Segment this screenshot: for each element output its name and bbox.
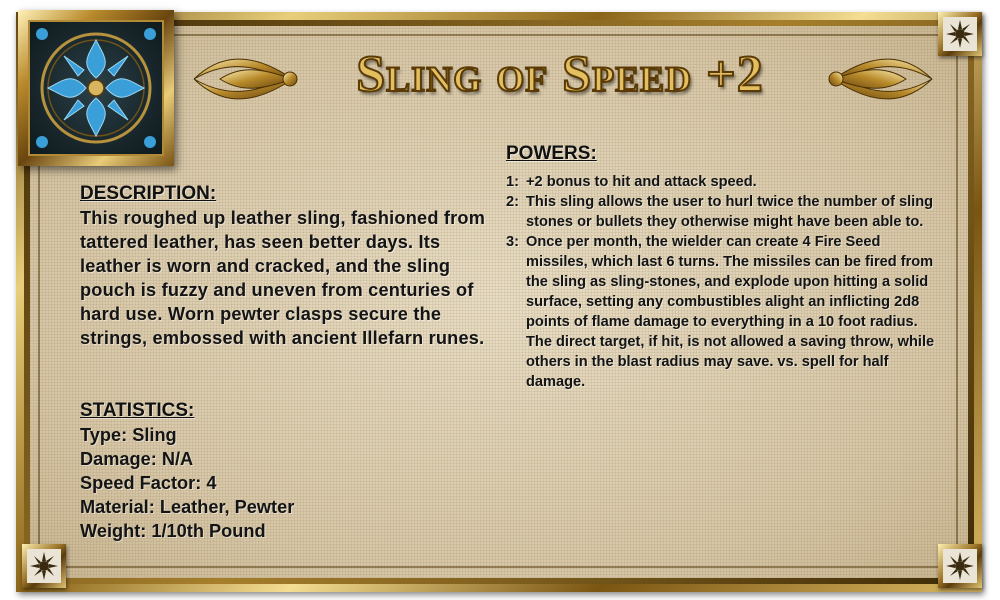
stat-weight: Weight: 1/10th Pound bbox=[80, 521, 266, 541]
power-text: +2 bonus to hit and attack speed. bbox=[526, 174, 757, 190]
statistics-list bbox=[80, 423, 294, 543]
power-item bbox=[506, 172, 938, 192]
powers-list bbox=[506, 172, 938, 392]
description-text: This roughed up leather sling, fashioned from tattered leather, has seen better days. Its leather is worn and cracked, and the sling pouch is fuzzy and uneven from centuries of hard use. Worn pewter clasps secure the strings, embossed with ancient Illefarn runes. bbox=[80, 208, 486, 348]
gold-flourish-icon bbox=[826, 46, 936, 112]
description-heading: DESCRIPTION: bbox=[80, 183, 217, 204]
ornate-cross-medallion-icon bbox=[28, 20, 164, 156]
sun-rosette-icon bbox=[27, 549, 61, 583]
gold-flourish-icon bbox=[190, 46, 300, 112]
power-number: 3: bbox=[506, 234, 519, 250]
sun-rosette-icon bbox=[943, 17, 977, 51]
stat-speed-factor: Speed Factor: 4 bbox=[80, 473, 217, 493]
power-text: This sling allows the user to hurl twice the number of sling stones or bullets they otherwise might have been able to. bbox=[526, 194, 934, 230]
item-title: Sling of Speed +2 bbox=[356, 46, 764, 103]
stat-material: Material: Leather, Pewter bbox=[80, 497, 295, 517]
power-item bbox=[506, 232, 938, 392]
power-text: Once per month, the wielder can create 4 Fire Seed missiles, which last 6 turns. The missiles can be fired from the sling as sling-stones, and explode upon hitting a solid surface, setting any combustibles alight an inflicting 2d8 points of flame damage to everything in a 10 foot radius. The direct target, if hit, is not allowed a saving throw, while others in the blast radius may save. vs. spell for half damage. bbox=[526, 234, 935, 390]
stat-damage: Damage: N/A bbox=[80, 449, 194, 469]
stat-type: Type: Sling bbox=[80, 425, 177, 445]
corner-ornament-bottom-left bbox=[22, 544, 66, 588]
corner-ornament-top-right bbox=[938, 12, 982, 56]
sun-rosette-icon bbox=[943, 549, 977, 583]
power-number: 1: bbox=[506, 174, 519, 190]
statistics-heading: STATISTICS: bbox=[80, 400, 195, 421]
powers-heading: POWERS: bbox=[506, 143, 597, 164]
corner-ornament-bottom-right bbox=[938, 544, 982, 588]
power-item bbox=[506, 192, 938, 232]
medallion bbox=[18, 10, 174, 166]
power-number: 2: bbox=[506, 194, 519, 210]
